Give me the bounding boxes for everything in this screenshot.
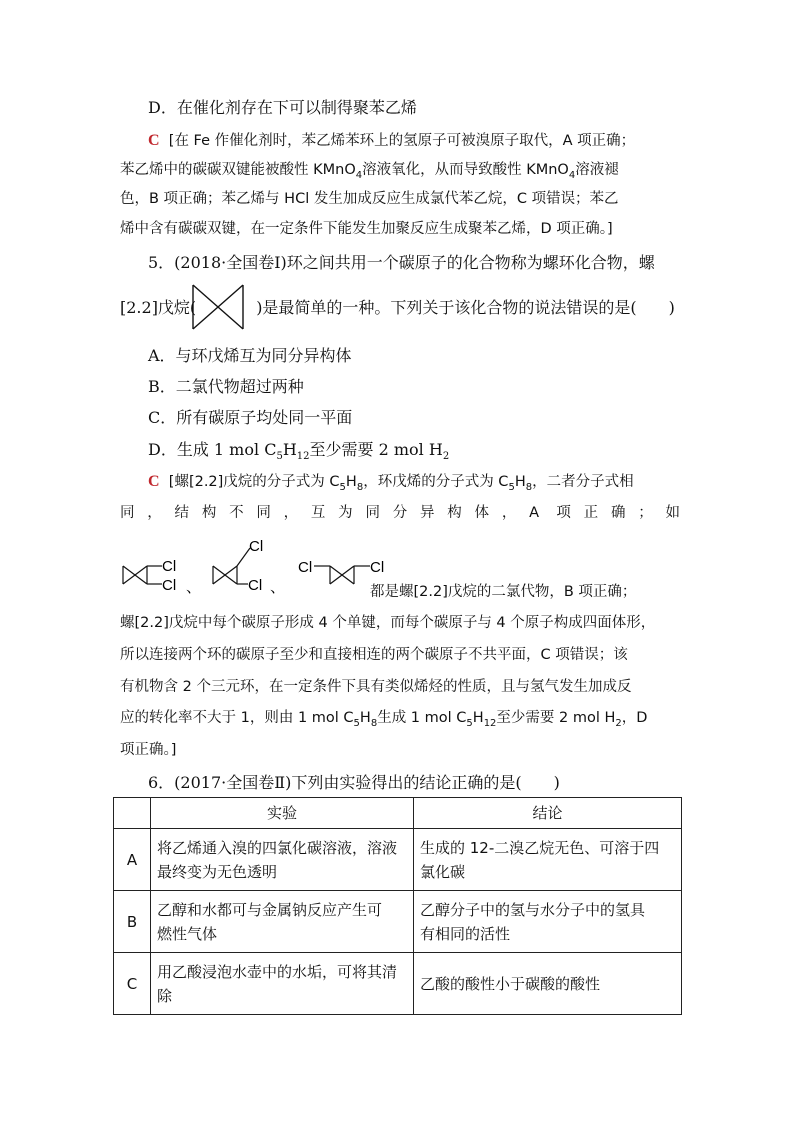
cl-label: Cl: [162, 577, 177, 594]
cl-label: Cl: [248, 577, 263, 594]
dichloro-structures: [118, 540, 388, 598]
experiment-cell: 乙醇和水都可与金属钠反应产生可 燃性气体: [151, 891, 414, 953]
spiropentane-structure: [191, 283, 245, 331]
cl-label: Cl: [249, 540, 264, 555]
table-header-cell: 结论: [414, 798, 682, 829]
answer-5-letter: C: [148, 473, 160, 490]
separator: 、: [270, 579, 286, 596]
option-d: D．生成 1 mol $C_5H_{12}$至少需要 2 mol $H_2$: [148, 440, 450, 463]
answer-4-letter: C: [148, 132, 160, 149]
cl-label: Cl: [298, 559, 313, 576]
answer-5-line-6: 有机物含 2 个三元环，在一定条件下具有类似烯烃的性质，且与氢气发生加成反: [120, 679, 632, 695]
question-5-line-1: 5．(2018·全国卷Ⅰ)环之间共用一个碳原子的化合物称为螺环化合物，螺: [148, 253, 655, 272]
table-row: [114, 829, 682, 891]
row-label: A: [114, 829, 151, 891]
option-d-previous: D．在催化剂存在下可以制得聚苯乙烯: [148, 98, 417, 117]
dichloro-structure-1: [123, 558, 176, 594]
option-b: B．二氯代物超过两种: [148, 377, 304, 396]
answer-5-line-8: 项正确。]: [120, 742, 177, 758]
answer-4-line-3: 色，B 项正确；苯乙烯与 HCl 发生加成反应生成氯代苯乙烷，C 项错误；苯乙: [120, 191, 619, 207]
table-header-cell: 实验: [151, 798, 414, 829]
answer-5-line-1: C [螺[2.2]戊烷的分子式为 $C_5H_8$，环戊烯的分子式为 $C_5H_8$，二者分子式相: [148, 473, 634, 493]
table-row: [114, 891, 682, 953]
answer-4-line-4: 烯中含有碳碳双键，在一定条件下能发生加聚反应生成聚苯乙烯，D 项正确。]: [120, 221, 613, 237]
dichloro-structure-2: [213, 540, 263, 594]
cl-label: Cl: [370, 559, 385, 576]
row-label: C: [114, 953, 151, 1015]
cl-label: Cl: [162, 558, 177, 575]
conclusion-cell: 乙酸的酸性小于碳酸的酸性: [414, 953, 682, 1015]
answer-5-line-7: 应的转化率不大于 1，则由 1 mol $C_5H_8$生成 1 mol $C_5H_{12}$至少需要 2 mol $H_2$，D: [120, 710, 648, 729]
answer-5-line-5: 所以连接两个环的碳原子至少和直接相连的两个碳原子不共平面，C 项错误；该: [120, 647, 628, 663]
conclusion-cell: 生成的 12-二溴乙烷无色、可溶于四 氯化碳: [414, 829, 682, 891]
option-a: A．与环戊烯互为同分异构体: [148, 346, 352, 365]
table-row: [114, 953, 682, 1015]
answer-4-line-1: C [在 Fe 作催化剂时，苯乙烯苯环上的氢原子可被溴原子取代，A 项正确；: [148, 132, 636, 149]
question-6: 6．(2017·全国卷Ⅱ)下列由实验得出的结论正确的是( ): [148, 773, 560, 792]
answer-4-line-2: 苯乙烯中的碳碳双键能被酸性 KMnO$_4$溶液氧化，从而导致酸性 KMnO$_4$溶液褪: [120, 162, 619, 181]
experiment-cell: 用乙酸浸泡水壶中的水垢，可将其清 除: [151, 953, 414, 1015]
row-label: B: [114, 891, 151, 953]
answer-5-line-2: 同，结构不同，互为同分异构体，A 项正确；如: [120, 505, 680, 521]
option-c: C．所有碳原子均处同一平面: [148, 408, 353, 427]
answer-5-line-4: 螺[2.2]戊烷中每个碳原子形成 4 个单键，而每个碳原子与 4 个原子构成四面体形，: [120, 615, 656, 631]
experiment-cell: 将乙烯通入溴的四氯化碳溶液，溶液 最终变为无色透明: [151, 829, 414, 891]
answer-5-line-3: 都是螺[2.2]戊烷的二氯代物，B 项正确；: [370, 584, 637, 600]
table-header-cell: [114, 798, 151, 829]
question-5-line-2: [2.2]戊烷( )是最简单的一种。下列关于该化合物的说法错误的是( ): [120, 298, 675, 317]
dichloro-structure-3: [298, 559, 384, 584]
conclusion-cell: 乙醇分子中的氢与水分子中的氢具 有相同的活性: [414, 891, 682, 953]
table-header-row: [114, 798, 682, 829]
separator: 、: [186, 579, 202, 596]
experiment-table: [113, 797, 682, 1015]
